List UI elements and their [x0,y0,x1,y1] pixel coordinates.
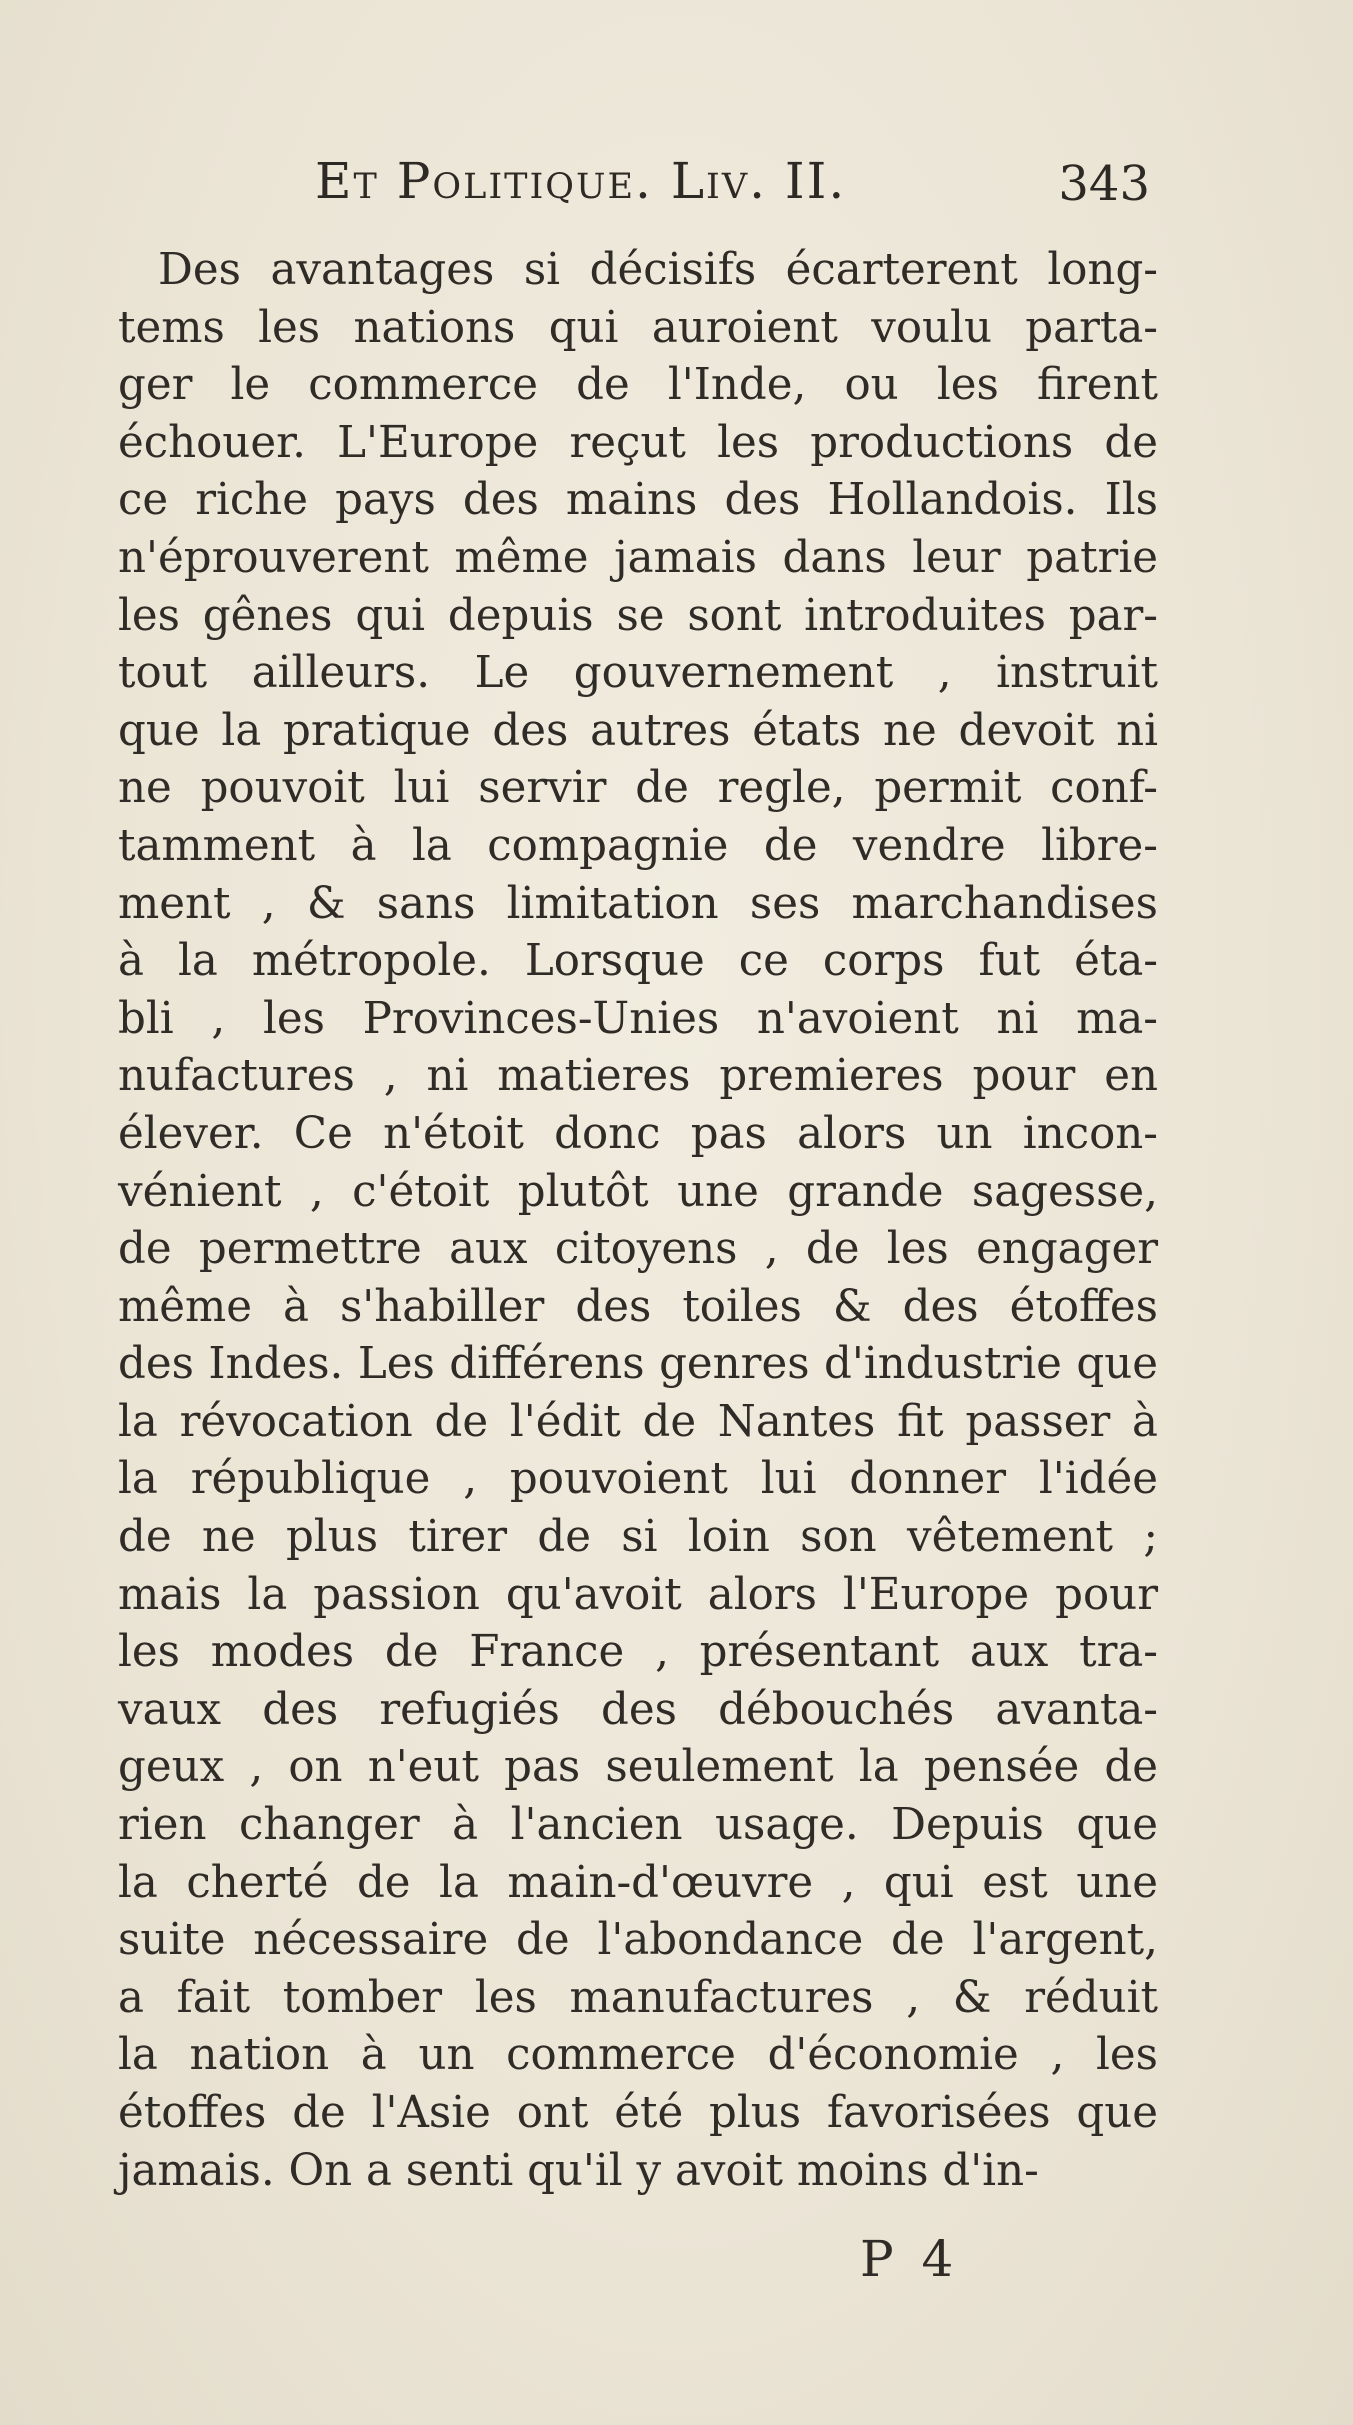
text-line: de permettre aux citoyens , de les engager [118,1224,1158,1275]
text-line: Des avantages si décisifs écarterent long- [158,245,1158,295]
running-head: Et Politique. Liv. II. [315,152,847,210]
text-line: bli , les Provinces-Unies n'avoient ni ma- [118,993,1158,1044]
text-line: ce riche pays des mains des Hollandois. Ils [118,475,1158,526]
text-line: la cherté de la main-d'œuvre , qui est une [118,1857,1158,1908]
page-number: 343 [1058,156,1150,212]
text-line: jamais. On a senti qu'il y avoit moins d'in- [118,2145,1039,2196]
text-line: nufactures , ni matieres premieres pour en [118,1051,1158,1102]
text-line: à la métropole. Lorsque ce corps fut éta- [118,936,1158,987]
text-line: la nation à un commerce d'économie , les [118,2030,1158,2081]
text-line: rien changer à l'ancien usage. Depuis que [118,1800,1158,1851]
text-line: ment , & sans limitation ses marchandises [118,878,1158,929]
text-line: suite nécessaire de l'abondance de l'argent, [118,1915,1158,1966]
text-line: étoffes de l'Asie ont été plus favorisées que [118,2088,1158,2138]
text-line: mais la passion qu'avoit alors l'Europe pour [118,1569,1158,1620]
text-line: de ne plus tirer de si loin son vêtement ; [118,1512,1158,1563]
text-line: a fait tomber les manufactures , & réduit [118,1972,1158,2023]
text-line: ger le commerce de l'Inde, ou les firent [118,360,1158,411]
text-line: n'éprouverent même jamais dans leur patrie [118,532,1158,583]
text-line: tamment à la compagnie de vendre libre- [118,820,1158,871]
text-line: les gênes qui depuis se sont introduites par- [118,590,1158,641]
text-line: la république , pouvoient lui donner l'idée [118,1454,1158,1505]
text-line: les modes de France , présentant aux tra- [118,1627,1158,1678]
body-text [118,242,1158,2200]
text-line: vaux des refugiés des débouchés avanta- [118,1684,1158,1735]
text-line: tems les nations qui auroient voulu parta- [118,302,1158,353]
text-line: échouer. L'Europe reçut les productions de [118,417,1158,468]
text-line: vénient , c'étoit plutôt une grande sagesse, [118,1166,1158,1217]
page-header [120,152,1150,232]
text-line: la révocation de l'édit de Nantes fit passer à [118,1396,1158,1447]
signature-mark: P 4 [860,2230,960,2288]
text-line: ne pouvoit lui servir de regle, permit conf- [118,763,1158,814]
text-line: geux , on n'eut pas seulement la pensée de [118,1742,1158,1793]
text-line: que la pratique des autres états ne devoit ni [118,705,1158,756]
text-line: élever. Ce n'étoit donc pas alors un incon- [118,1108,1158,1159]
text-line: des Indes. Les différens genres d'industrie que [118,1339,1158,1390]
text-line: même à s'habiller des toiles & des étoffes [118,1281,1158,1332]
text-line: tout ailleurs. Le gouvernement , instruit [118,648,1158,699]
